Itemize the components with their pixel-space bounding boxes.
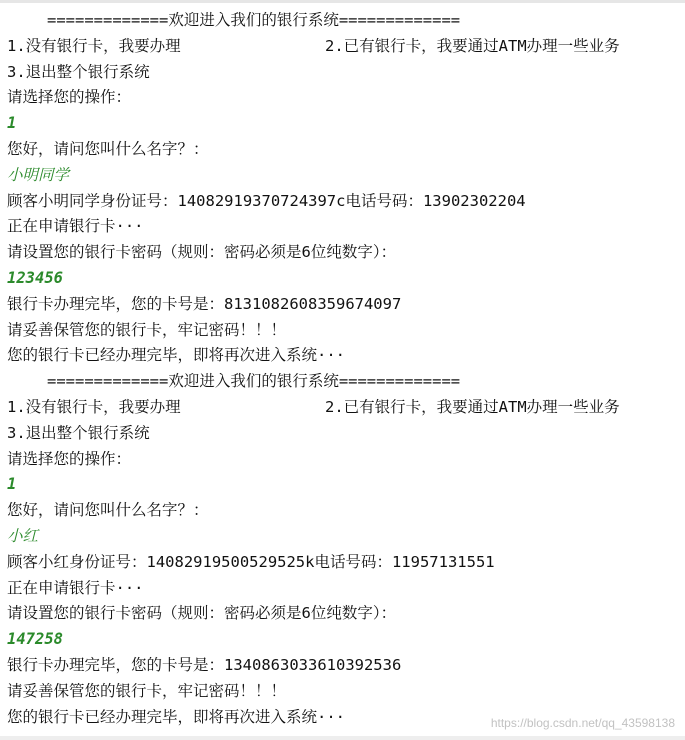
prompt-select-operation: 请选择您的操作： — [7, 88, 132, 107]
customer-info: 顾客小明同学身份证号：14082919370724397c电话号码：13902302204 — [7, 191, 526, 210]
card-number-message: 银行卡办理完毕，您的卡号是：8131082608359674097 — [7, 294, 402, 313]
customer-info: 顾客小红身份证号：14082919500529525k电话号码：11957131551 — [7, 552, 495, 571]
menu-option-atm: 2.已有银行卡，我要通过ATM办理一些业务 — [325, 397, 620, 416]
welcome-banner: =============欢迎进入我们的银行系统============= — [47, 372, 461, 391]
status-applying: 正在申请银行卡··· — [7, 217, 144, 236]
prompt-select-operation: 请选择您的操作： — [7, 449, 132, 468]
status-applying: 正在申请银行卡··· — [7, 578, 144, 597]
welcome-banner: =============欢迎进入我们的银行系统============= — [47, 11, 461, 29]
top-edge — [0, 0, 685, 3]
menu-option-exit: 3.退出整个银行系统 — [7, 62, 150, 81]
user-input-choice: 1 — [7, 475, 17, 494]
user-input-name: 小明同学 — [7, 165, 70, 184]
reenter-message: 您的银行卡已经办理完毕，即将再次进入系统··· — [7, 707, 345, 726]
prompt-password: 请设置您的银行卡密码（规则：密码必须是6位纯数字）： — [7, 604, 397, 623]
user-input-name: 小红 — [7, 526, 39, 545]
menu-row — [7, 395, 685, 421]
reminder-message: 请妥善保管您的银行卡，牢记密码！！！ — [7, 681, 287, 700]
menu-option-new-card: 1.没有银行卡，我要办理 — [7, 36, 181, 55]
menu-option-new-card: 1.没有银行卡，我要办理 — [7, 397, 181, 416]
user-input-choice: 1 — [7, 114, 17, 133]
user-input-password: 147258 — [7, 630, 63, 649]
menu-option-atm: 2.已有银行卡，我要通过ATM办理一些业务 — [325, 36, 620, 55]
user-input-password: 123456 — [7, 268, 63, 287]
menu-row — [7, 34, 685, 60]
menu-option-exit: 3.退出整个银行系统 — [7, 423, 150, 442]
reenter-message: 您的银行卡已经办理完毕，即将再次进入系统··· — [7, 346, 345, 365]
bottom-edge — [0, 736, 685, 740]
prompt-name: 您好，请问您叫什么名字？： — [7, 139, 209, 158]
watermark-text: https://blog.csdn.net/qq_43598138 — [490, 716, 675, 730]
prompt-password: 请设置您的银行卡密码（规则：密码必须是6位纯数字）： — [7, 243, 397, 262]
prompt-name: 您好，请问您叫什么名字？： — [7, 501, 209, 520]
reminder-message: 请妥善保管您的银行卡，牢记密码！！！ — [7, 320, 287, 339]
card-number-message: 银行卡办理完毕，您的卡号是：1340863033610392536 — [7, 655, 402, 674]
